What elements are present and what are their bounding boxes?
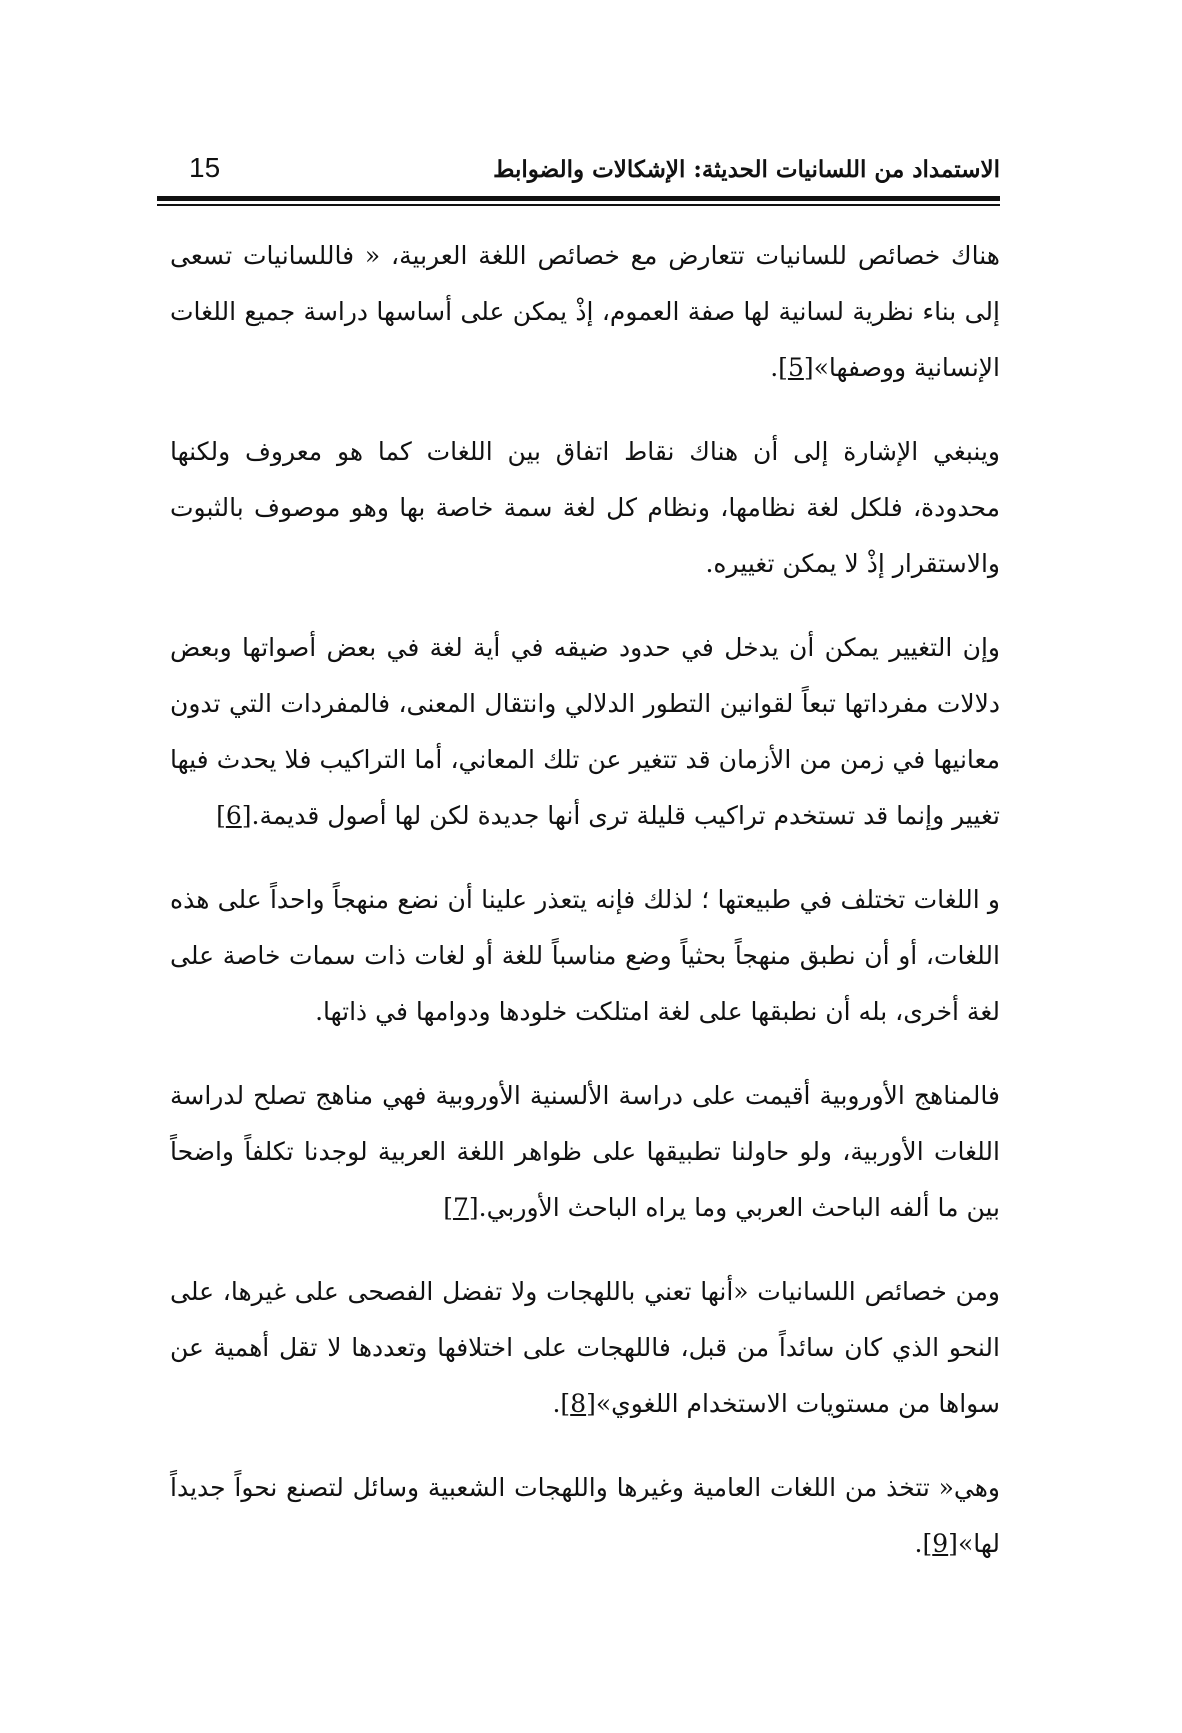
footnote-ref-link[interactable]: [8]: [560, 1389, 596, 1418]
paragraph: وإن التغيير يمكن أن يدخل في حدود ضيقه في أية لغة في بعض أصواتها وبعض دلالات مفرداتها تبعاً لقوانين التطور الدلالي وانتقال المعنى، فالمفردات التي تدون معانيها في زمن من الأزمان قد تتغير عن تلك المعاني، أما التراكيب فلا يحدث فيها تغيير وإنما قد تستخدم تراكيب قليلة ترى أنها جديدة لكن لها أصول قديمة.[6]: [170, 633, 1000, 830]
footnote-ref-link[interactable]: [9]: [922, 1529, 958, 1558]
footnote-ref-link[interactable]: [6]: [216, 801, 252, 830]
paragraph: وهي« تتخذ من اللغات العامية وغيرها واللهجات الشعبية وسائل لتصنع نحواً جديداً لها»[9].: [170, 1473, 1000, 1558]
paragraph: ومن خصائص اللسانيات «أنها تعني باللهجات ولا تفضل الفصحى على غيرها، على النحو الذي كان سائداً من قبل، فاللهجات على اختلافها وتعددها لا تقل أهمية عن سواها من مستويات الاستخدام اللغوي»[8].: [170, 1277, 1000, 1418]
header-rule-thick: [157, 196, 1000, 201]
running-title: الاستمداد من اللسانيات الحديثة: الإشكالات والضوابط: [493, 156, 1000, 183]
page-header: [157, 148, 1000, 190]
paragraph: هناك خصائص للسانيات تتعارض مع خصائص اللغة العربية، « فاللسانيات تسعى إلى بناء نظرية لسانية لها صفة العموم، إذْ يمكن على أساسها دراسة جميع اللغات الإنسانية ووصفها»[5].: [170, 241, 1000, 382]
body-text: [170, 228, 1000, 1600]
footnote-ref-link[interactable]: [7]: [443, 1193, 479, 1222]
paragraph: فالمناهج الأوروبية أقيمت على دراسة الألسنية الأوروبية فهي مناهج تصلح لدراسة اللغات الأوربية، ولو حاولنا تطبيقها على ظواهر اللغة العربية لوجدنا تكلفاً واضحاً بين ما ألفه الباحث العربي وما يراه الباحث الأوربي.[7]: [170, 1081, 1000, 1222]
footnote-ref-link[interactable]: [5]: [778, 353, 814, 382]
header-rule-thin: [157, 204, 1000, 206]
page-number: 15: [189, 152, 221, 183]
paragraph: وينبغي الإشارة إلى أن هناك نقاط اتفاق بين اللغات كما هو معروف ولكنها محدودة، فلكل لغة نظامها، ونظام كل لغة سمة خاصة بها وهو موصوف بالثبوت والاستقرار إذْ لا يمكن تغييره.: [170, 437, 1000, 578]
paragraph: و اللغات تختلف في طبيعتها ؛ لذلك فإنه يتعذر علينا أن نضع منهجاً واحداً على هذه اللغات، أو أن نطبق منهجاً بحثياً وضع مناسباً للغة أو لغات ذات سمات خاصة على لغة أخرى، بله أن نطبقها على لغة امتلكت خلودها ودوامها في ذاتها.: [170, 885, 1000, 1026]
